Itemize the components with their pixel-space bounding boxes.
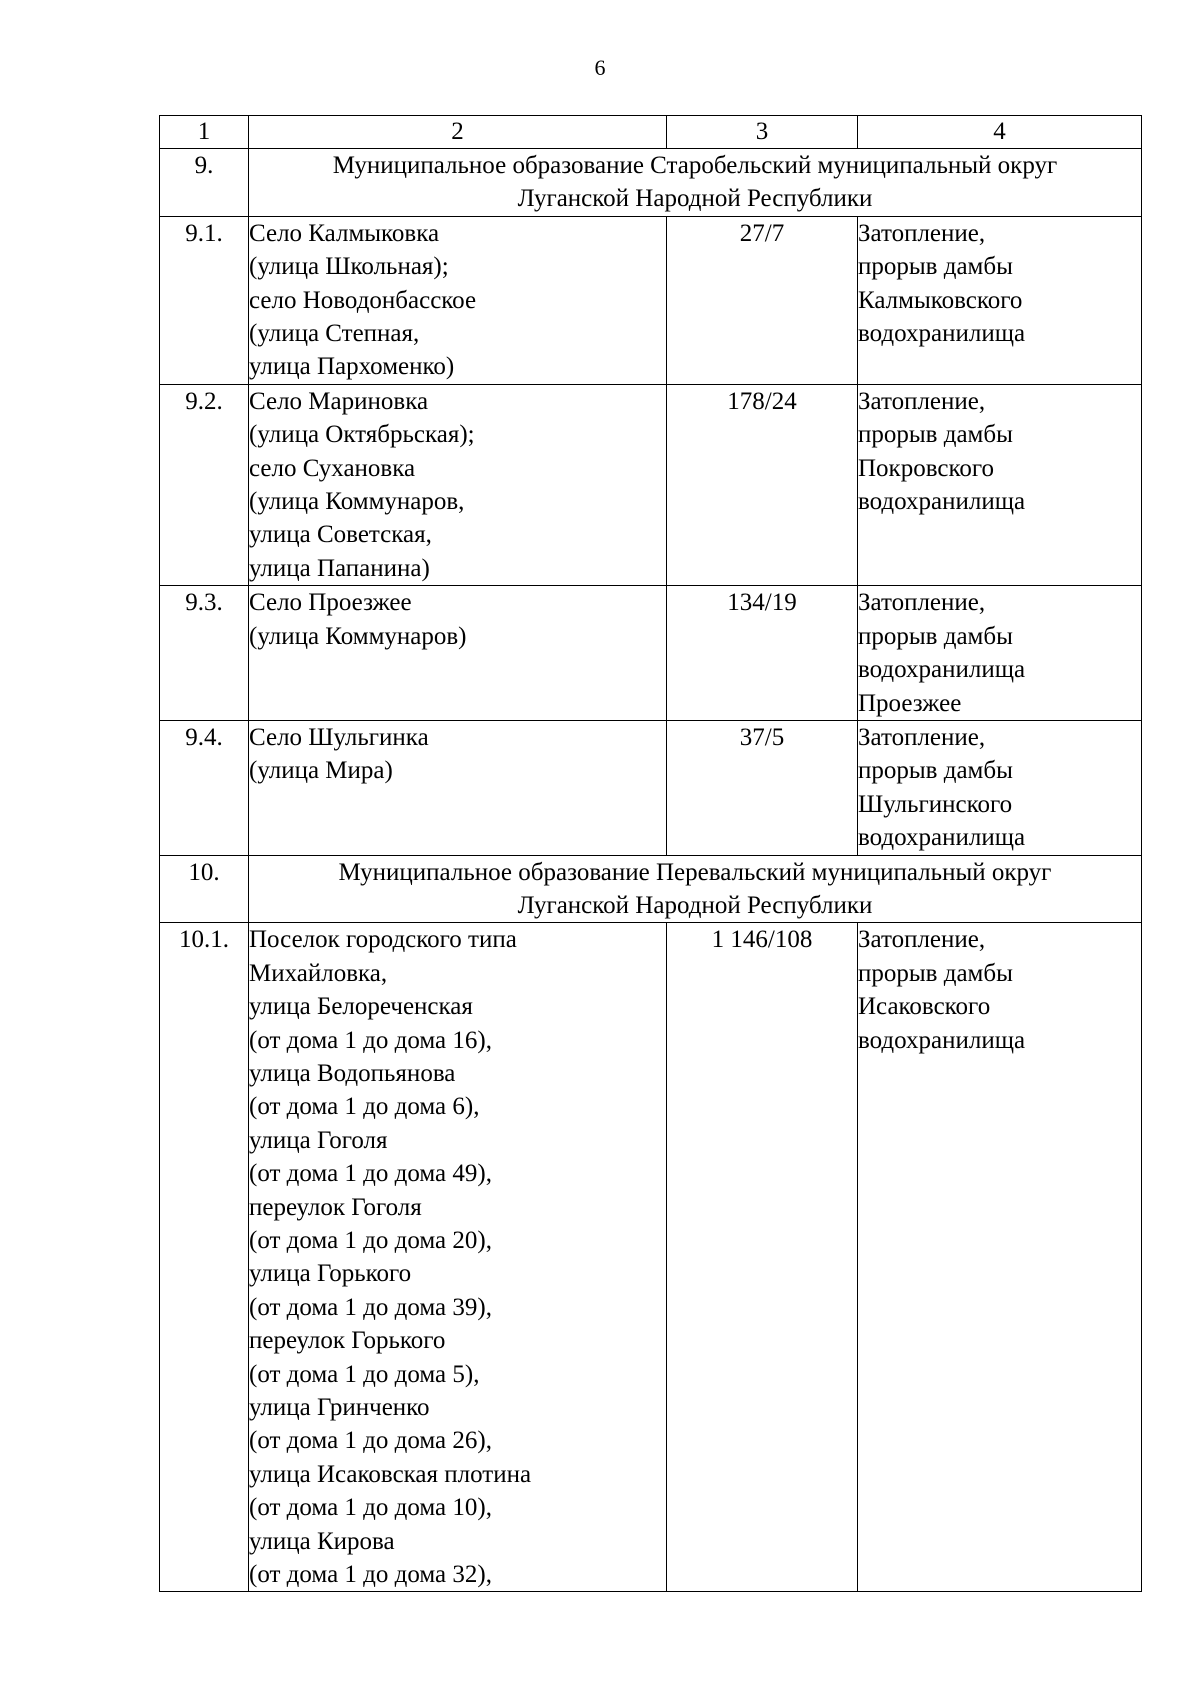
cause-line: Затопление, bbox=[858, 926, 986, 954]
location-line: Михайловка, bbox=[249, 959, 388, 987]
cause-line: прорыв дамбы bbox=[858, 757, 1013, 785]
location-cell bbox=[249, 586, 667, 721]
row-number: 9.3. bbox=[160, 586, 249, 721]
count-cell: 27/7 bbox=[667, 216, 858, 384]
header-col-3: 3 bbox=[667, 116, 858, 149]
section-row bbox=[160, 855, 1142, 923]
table-row bbox=[160, 216, 1142, 384]
location-cell bbox=[249, 216, 667, 384]
location-line: село Новодонбасское bbox=[249, 286, 477, 314]
row-number: 9.4. bbox=[160, 720, 249, 855]
location-line: улица Папанина) bbox=[249, 554, 430, 582]
page-number: 6 bbox=[594, 55, 606, 80]
location-line: (от дома 1 до дома 16), bbox=[249, 1026, 492, 1054]
location-line: улица Пархоменко) bbox=[249, 353, 455, 381]
location-line: Село Шульгинка bbox=[249, 723, 429, 751]
row-number: 10.1. bbox=[160, 923, 249, 1592]
location-line: (от дома 1 до дома 39), bbox=[249, 1293, 492, 1321]
count-cell: 1 146/108 bbox=[667, 923, 858, 1592]
section-title-line: Луганской Народной Республики bbox=[517, 185, 873, 213]
location-line: улица Гринченко bbox=[249, 1394, 430, 1422]
location-cell bbox=[249, 384, 667, 585]
location-cell bbox=[249, 720, 667, 855]
table-header-row bbox=[160, 116, 1142, 149]
cause-line: Затопление, bbox=[858, 387, 986, 415]
location-line: (улица Школьная); bbox=[249, 253, 449, 281]
table-row bbox=[160, 384, 1142, 585]
row-number: 9. bbox=[160, 149, 249, 217]
location-line: улица Исаковская плотина bbox=[249, 1460, 532, 1488]
location-line: Поселок городского типа bbox=[249, 926, 517, 954]
location-cell bbox=[249, 923, 667, 1592]
cause-line: Затопление, bbox=[858, 723, 986, 751]
location-line: (от дома 1 до дома 32), bbox=[249, 1561, 492, 1589]
count-cell: 134/19 bbox=[667, 586, 858, 721]
count-cell: 37/5 bbox=[667, 720, 858, 855]
row-number: 9.1. bbox=[160, 216, 249, 384]
section-title bbox=[249, 855, 1142, 923]
count-cell: 178/24 bbox=[667, 384, 858, 585]
location-line: улица Кирова bbox=[249, 1527, 395, 1555]
section-title-line: Луганской Народной Республики bbox=[517, 891, 873, 919]
section-title bbox=[249, 149, 1142, 217]
cause-line: Исаковского bbox=[858, 993, 991, 1021]
location-line: переулок Горького bbox=[249, 1327, 446, 1355]
row-number: 9.2. bbox=[160, 384, 249, 585]
location-line: Село Мариновка bbox=[249, 387, 429, 415]
cause-line: Покровского bbox=[858, 454, 994, 482]
location-line: улица Водопьянова bbox=[249, 1059, 456, 1087]
cause-cell bbox=[858, 384, 1142, 585]
cause-line: Проезжее bbox=[858, 689, 962, 717]
location-line: (улица Степная, bbox=[249, 320, 420, 348]
cause-line: прорыв дамбы bbox=[858, 959, 1013, 987]
location-line: Село Калмыковка bbox=[249, 219, 440, 247]
cause-line: водохранилища bbox=[858, 488, 1026, 516]
header-col-1: 1 bbox=[160, 116, 249, 149]
location-line: (от дома 1 до дома 10), bbox=[249, 1494, 492, 1522]
cause-cell bbox=[858, 923, 1142, 1592]
flood-zones-table bbox=[159, 115, 1142, 1592]
cause-line: Затопление, bbox=[858, 219, 986, 247]
section-title-line: Муниципальное образование Перевальский муниципальный округ bbox=[338, 858, 1052, 886]
cause-line: водохранилища bbox=[858, 656, 1026, 684]
location-line: село Сухановка bbox=[249, 454, 416, 482]
table-row bbox=[160, 586, 1142, 721]
location-line: (от дома 1 до дома 26), bbox=[249, 1427, 492, 1455]
cause-cell bbox=[858, 586, 1142, 721]
cause-line: Шульгинского bbox=[858, 790, 1013, 818]
location-line: (улица Мира) bbox=[249, 757, 393, 785]
location-line: (улица Коммунаров) bbox=[249, 622, 467, 650]
location-line: улица Белореченская bbox=[249, 993, 473, 1021]
section-title-line: Муниципальное образование Старобельский муниципальный округ bbox=[332, 152, 1058, 179]
row-number: 10. bbox=[160, 855, 249, 923]
location-line: (от дома 1 до дома 20), bbox=[249, 1227, 492, 1254]
cause-line: прорыв дамбы bbox=[858, 421, 1013, 449]
location-line: (от дома 1 до дома 6), bbox=[249, 1093, 480, 1121]
cause-cell bbox=[858, 216, 1142, 384]
location-line: (улица Октябрьская); bbox=[249, 421, 475, 449]
cause-line: прорыв дамбы bbox=[858, 253, 1013, 281]
cause-line: водохранилища bbox=[858, 320, 1026, 348]
table-row bbox=[160, 720, 1142, 855]
header-col-2: 2 bbox=[249, 116, 667, 149]
cause-line: прорыв дамбы bbox=[858, 622, 1013, 650]
header-col-4: 4 bbox=[858, 116, 1142, 149]
location-line: (от дома 1 до дома 5), bbox=[249, 1360, 480, 1388]
location-line: Село Проезжее bbox=[249, 589, 412, 617]
cause-cell bbox=[858, 720, 1142, 855]
location-line: (улица Коммунаров, bbox=[249, 488, 465, 516]
location-line: (от дома 1 до дома 49), bbox=[249, 1160, 492, 1188]
cause-line: водохранилища bbox=[858, 824, 1026, 852]
cause-line: водохранилища bbox=[858, 1026, 1026, 1054]
cause-line: Затопление, bbox=[858, 589, 986, 617]
cause-line: Калмыковского bbox=[858, 286, 1023, 314]
section-row bbox=[160, 149, 1142, 217]
location-line: улица Гоголя bbox=[249, 1126, 388, 1154]
table-row bbox=[160, 923, 1142, 1592]
location-line: улица Советская, bbox=[249, 521, 432, 549]
location-line: улица Горького bbox=[249, 1260, 412, 1288]
location-line: переулок Гоголя bbox=[249, 1193, 422, 1221]
